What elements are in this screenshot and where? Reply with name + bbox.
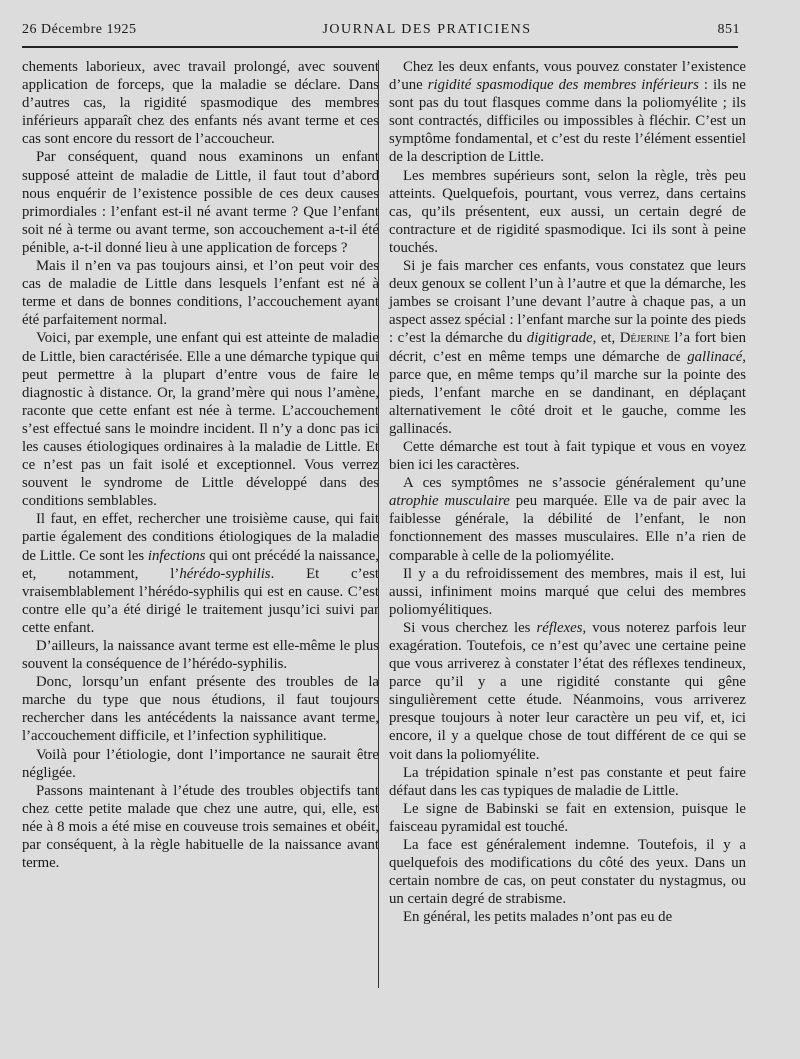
paragraph (22, 673, 379, 745)
italic-text: hérédo-syphilis (179, 565, 271, 582)
text-run: Il y a du refroidissement des membres, mais il est, lui aussi, infiniment moins marqué que celui des membres poliomyélitiques. (389, 565, 746, 618)
text-run: Si vous cherchez les (403, 619, 537, 636)
column-divider (378, 60, 379, 988)
text-run: Cette démarche est tout à fait typique et vous en voyez bien ici les caractères. (389, 438, 746, 474)
header-date: 26 Décembre 1925 (22, 22, 137, 37)
text-run: chements laborieux, avec travail prolongé, avec souvent application de forceps, que la maladie se déclare. Dans d’autres cas, la rigidité spasmodique des membres inférieurs apparaît chez des enfants nés avant terme et ces cas sont encore du ressort de l’accoucheur. (22, 59, 379, 148)
text-run: Si je fais marcher ces enfants, vous constatez que leurs deux genoux se collent l’un à l’autre et que la démarche, les jambes se croisant l’une devant l’autre à chaque pas, a un aspect assez spécial : l’enfant marche sur la pointe des pieds : c’est la démarche du (389, 258, 746, 347)
text-run: . Et c’est vraisemblablement l’hérédo-syphilis qui est en cause. C’est contre elle qu’a été dirigé le traitement jusqu’ici suivi par cette enfant. (22, 565, 379, 636)
text-run: Il faut, en effet, rechercher une troisième cause, qui fait partie également des conditions étiologiques de la maladie de Little. Ce sont les (22, 511, 379, 564)
text-run: Chez les deux enfants, vous pouvez constater l’existence d’une (389, 59, 746, 94)
text-run: qui ont précédé la naissance, et, notamment, l’ (22, 547, 379, 582)
text-run: Passons maintenant à l’étude des troubles objectifs tant chez cette petite malade que chez une autre, qui, elle, est née à 8 mois a été mise en couveuse trois semaines et obéit, par conséquent, à la règle habituelle de la naissance avant terme. (22, 782, 379, 872)
text-run: D’ailleurs, la naissance avant terme est elle-même le plus souvent la conséquence de l’hérédo-syphilis. (22, 638, 379, 673)
paragraph (22, 329, 379, 510)
text-run: Voilà pour l’étiologie, dont l’importance ne saurait être négligée. (22, 746, 379, 781)
header-rule (22, 46, 738, 48)
text-run: Donc, lorsqu’un enfant présente des troubles de la marche du type que nous étudions, il faut toujours rechercher dans les antécédents la naissance avant terme, l’accouchement difficile, et l’infection syphilitique. (22, 674, 379, 745)
text-run: Le signe de Babinski se fait en extension, puisque le faisceau pyramidal est touché. (389, 800, 746, 835)
text-run: Voici, par exemple, une enfant qui est atteinte de maladie de Little, bien caractérisée. Elle a une démarche typique qui peut permettre à la plupart d’entre vous de faire le diagnostic à distance. Or, la grand’mère qui nous l’amène, raconte que cette enfant est née à terme. L’accouchement s’est effectué sans le moindre incident. Il n’y a donc pas ici les causes étiologiques ordinaires à la maladie de Little. Et ce n’est pas un fait isolé et exceptionnel. Vous verrez souvent le syndrome de Little développé dans des conditions semblables. (22, 330, 379, 510)
paragraph (389, 619, 746, 764)
text-run: l’a fort bien décrit, c’est en même temps une démarche de (389, 330, 746, 365)
paragraph (389, 908, 746, 926)
italic-text: infections (147, 547, 206, 564)
paragraph (22, 746, 379, 782)
text-run: : ils ne sont pas du tout flasques comme dans la poliomyélite ; ils sont contractés, difficiles ou impossibles à fléchir. C’est un symptôme fondamental, et c’est du reste l’élément essentiel de la description de Little. (389, 77, 747, 166)
paragraph (389, 800, 746, 836)
paragraph (389, 764, 746, 800)
text-run: peu marquée. Elle va de pair avec la faiblesse générale, la débilité de l’enfant, le non fonctionnement des masses musculaires. Elle n’a rien de comparable à celle de la poliomyélite. (389, 493, 747, 564)
paragraph (389, 474, 746, 564)
paragraph (22, 148, 379, 257)
paragraph (22, 510, 379, 637)
paragraph (389, 257, 746, 438)
header-page-number: 851 (717, 22, 740, 37)
italic-text: digitigrade (526, 330, 593, 347)
paragraph (22, 58, 379, 148)
left-column (22, 58, 379, 872)
paragraph (22, 637, 379, 673)
italic-text: atrophie musculaire (389, 493, 510, 510)
text-run: , vous noterez parfois leur exagération. Toutefois, ce n’est qu’avec une certaine peine que vous arriverez à constater l’état des réflexes tendineux, parce qu’il y a une rigidité constante qui gêne singulièrement cette étude. Néanmoins, vous arriverez presque toujours à noter leur caractère un peu vif, et, ici encore, il y a quelque chose de tout différent de ce qui se voit dans la poliomyélite. (389, 619, 746, 763)
paragraph (389, 565, 746, 619)
text-run: Mais il n’en va pas toujours ainsi, et l’on peut voir des cas de maladie de Little dans lesquels l’enfant est né à terme et dans de bonnes conditions, l’accouchement ayant été parfaitement normal. (22, 258, 379, 329)
text-run: , et, (592, 330, 620, 347)
text-run: La face est généralement indemne. Toutefois, il y a quelquefois des modifications du côté des yeux. Dans un certain nombre de cas, on peut constater du nystagmus, ou un certain degré de strabisme. (389, 837, 746, 908)
paragraph (22, 257, 379, 329)
paragraph (389, 167, 746, 257)
text-run: En général, les petits malades n’ont pas eu de (403, 909, 673, 926)
paragraph (389, 438, 746, 474)
paragraph (389, 836, 746, 908)
italic-text: rigidité spasmodique des membres inférieurs (427, 77, 699, 94)
author-name: Déjerine (619, 330, 670, 347)
text-run: Les membres supérieurs sont, selon la règle, très peu atteints. Quelquefois, pourtant, vous verrez, dans certains cas, qu’ils présentent, eux aussi, un certain degré de contracture et de rigidité spasmodique. Ici ils sont à peine touchés. (389, 167, 746, 256)
running-head (22, 22, 740, 44)
italic-text: réflexes (536, 619, 583, 636)
italic-text: gallinacé (687, 348, 743, 365)
text-run: La trépidation spinale n’est pas constante et peut faire défaut dans les cas typiques de maladie de Little. (389, 764, 746, 799)
header-journal-title: JOURNAL DES PRATICIENS (322, 22, 532, 37)
text-run: Par conséquent, quand nous examinons un enfant supposé atteint de maladie de Little, il faut tout d’abord nous enquérir de l’existence possible de ces deux causes primordiales : l’enfant est-il né avant terme ? Que l’enfant soit né à terme ou avant terme, son accouchement a-t-il été pénible, a-t-il donné lieu à une application de forceps ? (22, 149, 379, 256)
text-run: , parce que, en même temps qu’il marche sur la pointe des pieds, l’enfant marche en se dandinant, en déplaçant alternativement le côté droit et le gauche, comme les gallinacés. (389, 348, 746, 437)
paragraph (389, 58, 746, 167)
right-column (389, 58, 746, 927)
text-run: A ces symptômes ne s’associe généralement qu’une (403, 475, 746, 492)
paragraph (22, 782, 379, 872)
